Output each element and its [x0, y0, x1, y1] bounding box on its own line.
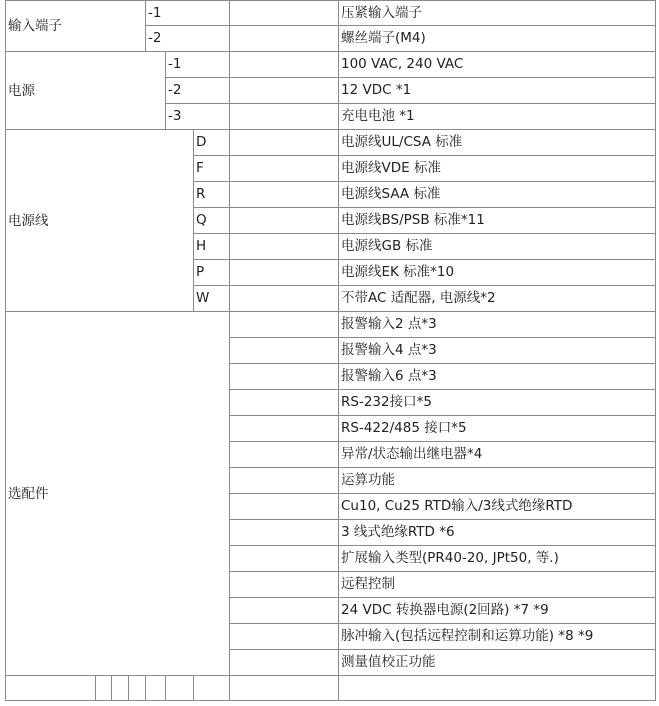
empty-cell: [229, 259, 339, 286]
option-description: 电源线GB 标准: [338, 233, 656, 260]
empty-cell: [229, 233, 339, 260]
option-description: Cu10, Cu25 RTD输入/3线式绝缘RTD: [338, 493, 656, 520]
empty-cell: [229, 129, 339, 156]
empty-cell: [229, 77, 339, 104]
empty-cell: [229, 545, 339, 572]
empty-cell: [229, 467, 339, 494]
option-code: Q: [193, 207, 230, 234]
option-description: 充电电池 *1: [338, 103, 656, 130]
empty-cell: [229, 0, 339, 26]
option-description: RS-232接口*5: [338, 389, 656, 416]
option-code: -2: [165, 77, 230, 104]
empty-cell: [229, 25, 339, 52]
option-description: 电源线SAA 标准: [338, 181, 656, 208]
empty-cell: [229, 155, 339, 182]
empty-cell: [229, 649, 339, 676]
empty-cell: [229, 103, 339, 130]
option-description: 电源线BS/PSB 标准*11: [338, 207, 656, 234]
option-description: 测量值校正功能: [338, 649, 656, 676]
option-description: 3 线式绝缘RTD *6: [338, 519, 656, 546]
empty-cell: [229, 181, 339, 208]
empty-cell: [229, 519, 339, 546]
empty-cell: [229, 285, 339, 312]
option-description: 报警输入6 点*3: [338, 363, 656, 390]
option-code: R: [193, 181, 230, 208]
footer-cell: [193, 675, 230, 701]
option-code: D: [193, 129, 230, 156]
option-description: RS-422/485 接口*5: [338, 415, 656, 442]
empty-cell: [229, 493, 339, 520]
empty-cell: [229, 441, 339, 468]
group-label: 电源线: [5, 129, 194, 312]
empty-cell: [229, 415, 339, 442]
option-description: 电源线VDE 标准: [338, 155, 656, 182]
footer-cell: [165, 675, 194, 701]
option-code: -3: [165, 103, 230, 130]
group-label: 输入端子: [5, 0, 146, 52]
option-description: 电源线EK 标准*10: [338, 259, 656, 286]
empty-cell: [229, 337, 339, 364]
empty-cell: [229, 571, 339, 598]
empty-cell: [229, 623, 339, 650]
option-description: 压紧输入端子: [338, 0, 656, 26]
footer-cell: [111, 675, 129, 701]
footer-cell: [5, 675, 96, 701]
option-code: H: [193, 233, 230, 260]
footer-cell: [145, 675, 166, 701]
option-description: 异常/状态输出继电器*4: [338, 441, 656, 468]
option-code: -1: [145, 0, 230, 26]
option-description: 12 VDC *1: [338, 77, 656, 104]
empty-cell: [229, 207, 339, 234]
group-label: 电源: [5, 51, 166, 130]
empty-cell: [229, 389, 339, 416]
option-code: W: [193, 285, 230, 312]
group-label: 选配件: [5, 311, 230, 676]
option-description: 24 VDC 转换器电源(2回路) *7 *9: [338, 597, 656, 624]
empty-cell: [229, 597, 339, 624]
footer-cell: [338, 675, 656, 701]
footer-cell: [95, 675, 112, 701]
option-description: 报警输入4 点*3: [338, 337, 656, 364]
option-description: 螺丝端子(M4): [338, 25, 656, 52]
option-code: F: [193, 155, 230, 182]
option-description: 电源线UL/CSA 标准: [338, 129, 656, 156]
option-description: 脉冲输入(包括远程控制和运算功能) *8 *9: [338, 623, 656, 650]
empty-cell: [229, 51, 339, 78]
option-description: 远程控制: [338, 571, 656, 598]
option-code: -2: [145, 25, 230, 52]
option-description: 报警输入2 点*3: [338, 311, 656, 338]
option-code: -1: [165, 51, 230, 78]
option-description: 运算功能: [338, 467, 656, 494]
option-description: 扩展输入类型(PR40-20, JPt50, 等.): [338, 545, 656, 572]
empty-cell: [229, 311, 339, 338]
footer-cell: [128, 675, 146, 701]
footer-cell: [229, 675, 339, 701]
option-description: 不带AC 适配器, 电源线*2: [338, 285, 656, 312]
empty-cell: [229, 363, 339, 390]
option-description: 100 VAC, 240 VAC: [338, 51, 656, 78]
option-code: P: [193, 259, 230, 286]
